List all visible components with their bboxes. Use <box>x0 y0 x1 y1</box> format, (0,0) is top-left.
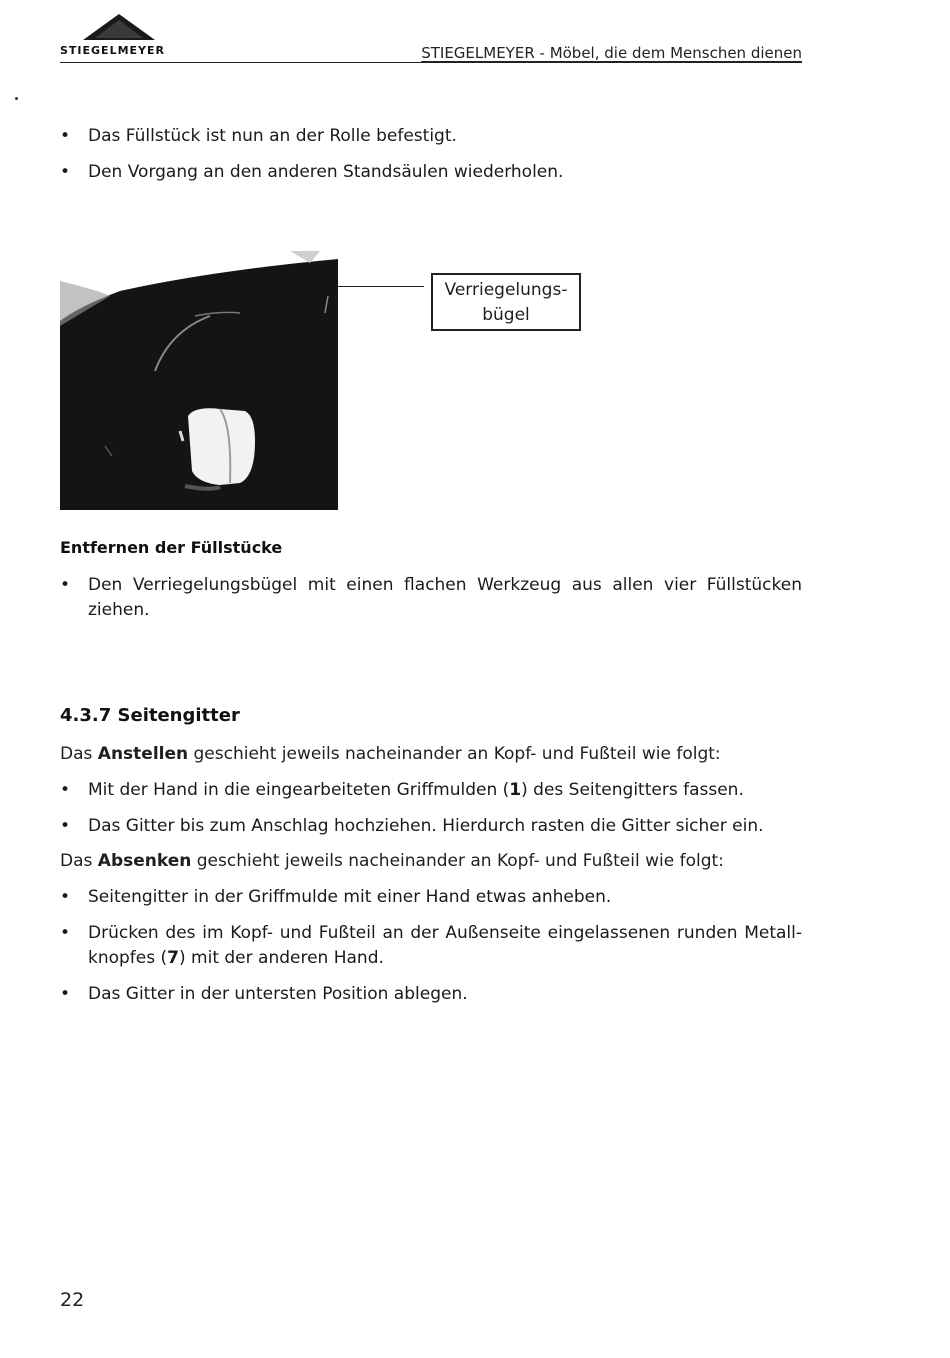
raise-intro-post: geschieht jeweils nacheinander an Kopf- und Fußteil wie folgt: <box>188 744 721 764</box>
list-item <box>60 982 802 1007</box>
list-item <box>60 885 802 910</box>
raise-intro-paragraph <box>60 742 802 767</box>
page-number: 22 <box>60 1289 85 1311</box>
callout-label-box <box>431 273 581 331</box>
list-item <box>60 573 802 623</box>
locking-bracket-photo <box>60 251 338 510</box>
bullet-icon: • <box>60 780 71 800</box>
raise-b1-num: 1 <box>509 780 522 800</box>
header-title: STIEGELMEYER - Möbel, die dem Menschen dienen <box>421 44 802 62</box>
lower-intro-paragraph <box>60 849 802 874</box>
lower-intro-bold: Absenken <box>97 851 192 871</box>
list-item <box>60 921 802 971</box>
bullet-icon: • <box>60 162 71 182</box>
removal-heading: Entfernen der Füllstücke <box>60 538 283 557</box>
lower-intro-pre: Das <box>60 851 98 871</box>
bullet-icon: • <box>60 126 71 146</box>
header-divider <box>60 62 802 63</box>
list-item <box>60 160 802 185</box>
stiegelmeyer-logo-icon <box>83 14 155 40</box>
raise-intro-pre: Das <box>60 744 98 764</box>
list-item-text: Das Gitter in der untersten Position ablegen. <box>88 984 468 1004</box>
raise-b1-post: ) des Seitengitters fassen. <box>521 780 744 800</box>
scan-speck <box>15 97 18 100</box>
list-item-text: Seitengitter in der Griffmulde mit einer Hand etwas anheben. <box>88 887 612 907</box>
list-item-text: Den Verriegelungsbügel mit einen flachen Werkzeug aus allen vier Füllstücken ziehen. <box>88 575 802 620</box>
bullet-icon: • <box>60 816 71 836</box>
photo-image <box>60 251 338 510</box>
list-item-text: Den Vorgang an den anderen Standsäulen wiederholen. <box>88 162 564 182</box>
raise-intro-bold: Anstellen <box>97 744 189 764</box>
list-item-text <box>88 921 802 971</box>
callout-leader-line <box>338 286 424 287</box>
list-item <box>60 814 802 839</box>
callout-label-line1: Verriegelungs- <box>444 280 568 300</box>
bullet-icon: • <box>60 923 71 943</box>
list-item-text: Das Gitter bis zum Anschlag hochziehen. Hierdurch rasten die Gitter sicher ein. <box>88 816 764 836</box>
lower-b2-post: ) mit der anderen Hand. <box>179 948 384 968</box>
bullet-icon: • <box>60 984 71 1004</box>
list-item-text <box>88 778 802 803</box>
bullet-icon: • <box>60 575 71 595</box>
bullet-icon: • <box>60 887 71 907</box>
logo-text: STIEGELMEYER <box>60 44 165 57</box>
list-item <box>60 124 802 149</box>
lower-intro-post: geschieht jeweils nacheinander an Kopf- und Fußteil wie folgt: <box>191 851 724 871</box>
section-title: 4.3.7 Seitengitter <box>60 705 240 726</box>
lower-b2-pre: Drücken des im Kopf- und Fußteil an der Außenseite eingelassenen runden Metall-knopfes ( <box>88 923 802 968</box>
raise-b1-pre: Mit der Hand in die eingearbeiteten Griffmulden ( <box>88 780 510 800</box>
list-item <box>60 778 802 803</box>
lower-b2-num: 7 <box>167 948 179 968</box>
callout-label-line2: bügel <box>482 305 530 325</box>
list-item-text: Das Füllstück ist nun an der Rolle befestigt. <box>88 126 457 146</box>
